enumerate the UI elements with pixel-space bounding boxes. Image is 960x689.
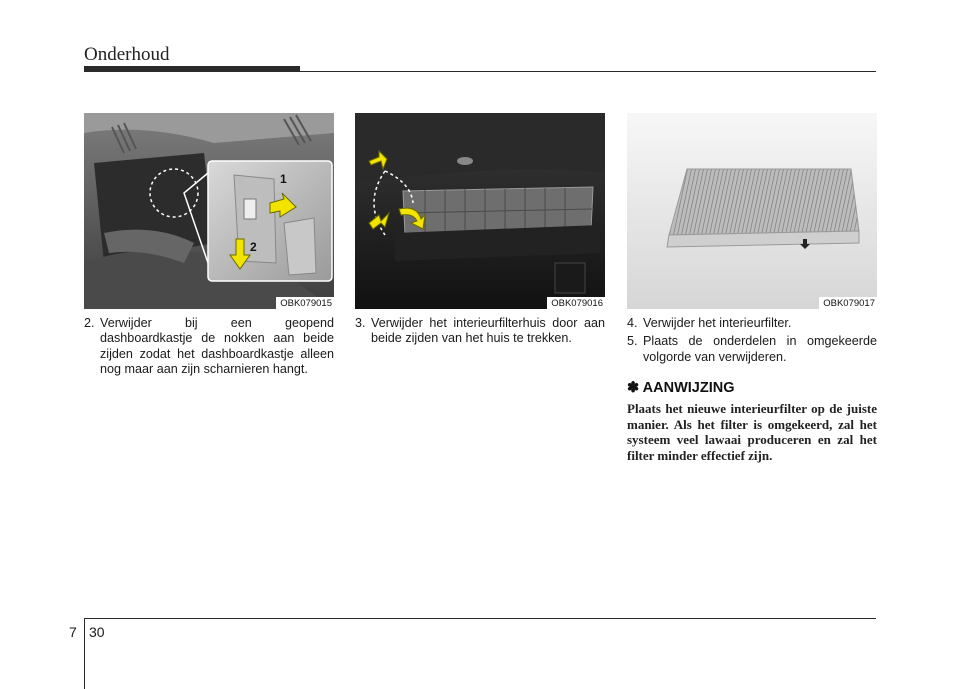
step-text: Verwijder het interieurfilter. [643, 316, 792, 330]
step-4 [627, 316, 877, 331]
glovebox-illustration [84, 113, 334, 309]
chapter-number: 7 [69, 624, 77, 640]
step-3 [355, 316, 605, 347]
column-2 [355, 316, 605, 350]
note-heading [627, 380, 735, 396]
figure-filter-housing [355, 113, 605, 309]
figure-code-label: OBK079016 [547, 297, 605, 309]
page-header-title: Onderhoud [84, 44, 170, 65]
page-number: 30 [89, 624, 105, 640]
header-rule [84, 71, 876, 72]
figure-cabin-filter [627, 113, 877, 309]
callout-2: 2 [250, 240, 257, 254]
cabin-filter-illustration [627, 113, 877, 309]
step-number: 2. [84, 316, 95, 330]
step-number: 5. [627, 334, 638, 349]
footer-rule [84, 618, 876, 619]
footer-divider [84, 618, 85, 689]
figure-glovebox [84, 113, 334, 309]
step-2 [84, 316, 334, 378]
step-number: 3. [355, 316, 366, 330]
figure-code-label: OBK079017 [819, 297, 877, 309]
callout-1: 1 [280, 172, 287, 186]
step-text: Verwijder bij een geopend dashboardkastje de nokken aan beide zijden zodat het dashboardkastje alleen nog maar aan zijn scharnieren hangt. [100, 316, 334, 377]
step-number: 4. [627, 316, 638, 330]
step-text: Plaats de onderdelen in omgekeerde volgorde van verwijderen. [643, 334, 877, 364]
note-text: Plaats het nieuwe interieurfilter op de juiste manier. Als het filter is omgekeerd, zal het systeem veel lawaai produceren en zal het filter minder effectief zijn. [627, 401, 877, 463]
step-5 [627, 334, 877, 365]
column-1 [84, 316, 334, 381]
note-symbol-icon: ✽ [627, 380, 640, 396]
figure-code-label: OBK079015 [276, 297, 334, 309]
column-3 [627, 316, 877, 368]
step-text: Verwijder het interieurfilterhuis door aan beide zijden van het huis te trekken. [371, 316, 605, 346]
filter-housing-illustration [355, 113, 605, 309]
note-title: AANWIJZING [642, 380, 735, 396]
